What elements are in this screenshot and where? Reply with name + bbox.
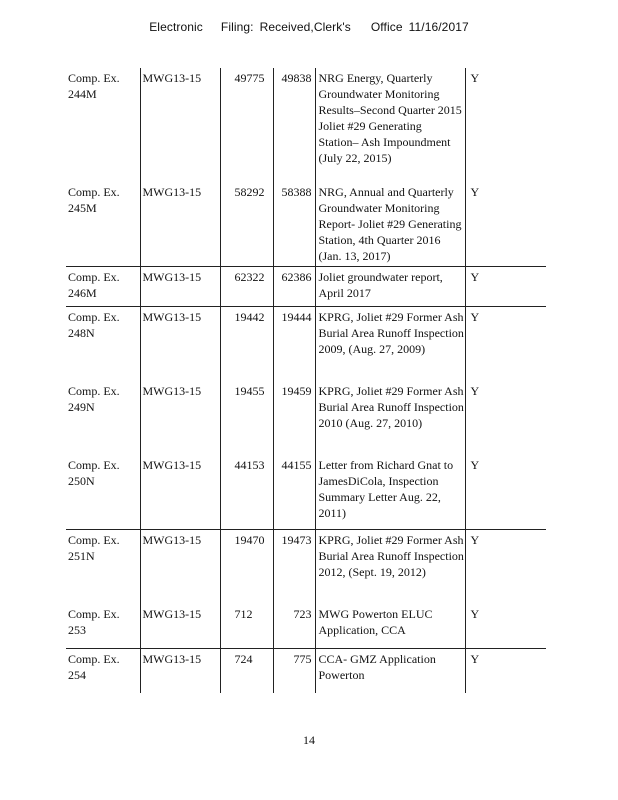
bates-start-cell: 62322: [220, 267, 273, 307]
bates-start-cell: 49775: [220, 68, 273, 182]
exhibit-label: Comp. Ex.: [68, 652, 120, 666]
bates-end-cell: 58388: [273, 182, 315, 267]
flag-cell: Y: [465, 68, 546, 182]
exhibit-id-cell: [66, 530, 140, 605]
table-row: [66, 381, 546, 455]
exhibit-number: 251N: [68, 549, 95, 563]
bates-end-cell: 44155: [273, 455, 315, 530]
exhibit-label: Comp. Ex.: [68, 270, 120, 284]
flag-cell: Y: [465, 455, 546, 530]
header-word-filing: Filing:: [220, 20, 254, 34]
flag-cell: Y: [465, 182, 546, 267]
bates-prefix-cell: MWG13-15: [140, 530, 220, 605]
exhibit-id-cell: [66, 68, 140, 182]
description-cell: Joliet groundwater report, April 2017: [315, 267, 465, 307]
page-number: 14: [303, 733, 315, 747]
exhibit-id-cell: [66, 604, 140, 649]
bates-end-cell: 19473: [273, 530, 315, 605]
exhibit-label: Comp. Ex.: [68, 607, 120, 621]
exhibit-number: 246M: [68, 286, 97, 300]
exhibit-label: Comp. Ex.: [68, 71, 120, 85]
description-cell: NRG Energy, Quarterly Groundwater Monitoring Results–Second Quarter 2015 Joliet #29 Generating Station– Ash Impoundment (July 22, 2015): [315, 68, 465, 182]
filing-stamp-header: [0, 20, 618, 34]
bates-prefix-cell: MWG13-15: [140, 604, 220, 649]
flag-cell: Y: [465, 267, 546, 307]
description-cell: CCA- GMZ Application Powerton: [315, 649, 465, 694]
bates-end-cell: 62386: [273, 267, 315, 307]
flag-cell: Y: [465, 649, 546, 694]
header-word-office: Office: [370, 20, 403, 34]
bates-prefix-cell: MWG13-15: [140, 267, 220, 307]
header-word-received-clerks: Received,Clerk's: [259, 20, 351, 34]
bates-prefix-cell: MWG13-15: [140, 68, 220, 182]
bates-start-cell: 44153: [220, 455, 273, 530]
exhibit-label: Comp. Ex.: [68, 458, 120, 472]
exhibit-id-cell: [66, 381, 140, 455]
exhibit-id-cell: [66, 307, 140, 382]
bates-start-cell: 724: [220, 649, 273, 694]
description-cell: KPRG, Joliet #29 Former Ash Burial Area Runoff Inspection 2012, (Sept. 19, 2012): [315, 530, 465, 605]
bates-prefix-cell: MWG13-15: [140, 307, 220, 382]
flag-cell: Y: [465, 381, 546, 455]
exhibit-number: 248N: [68, 326, 95, 340]
bates-end-cell: 723: [273, 604, 315, 649]
bates-prefix-cell: MWG13-15: [140, 381, 220, 455]
bates-end-cell: 775: [273, 649, 315, 694]
bates-end-cell: 19444: [273, 307, 315, 382]
table-row: [66, 649, 546, 694]
bates-prefix-cell: MWG13-15: [140, 649, 220, 694]
table-row: [66, 267, 546, 307]
bates-prefix-cell: MWG13-15: [140, 455, 220, 530]
table-row: [66, 68, 546, 182]
exhibit-number: 244M: [68, 87, 97, 101]
description-cell: KPRG, Joliet #29 Former Ash Burial Area Runoff Inspection 2010 (Aug. 27, 2010): [315, 381, 465, 455]
flag-cell: Y: [465, 604, 546, 649]
exhibit-id-cell: [66, 182, 140, 267]
exhibit-number: 253: [68, 623, 86, 637]
header-word-electronic: Electronic: [149, 20, 203, 34]
exhibit-number: 245M: [68, 201, 97, 215]
table-row: [66, 455, 546, 530]
exhibit-label: Comp. Ex.: [68, 384, 120, 398]
bates-prefix-cell: MWG13-15: [140, 182, 220, 267]
table-row: [66, 307, 546, 382]
description-cell: KPRG, Joliet #29 Former Ash Burial Area Runoff Inspection 2009, (Aug. 27, 2009): [315, 307, 465, 382]
bates-end-cell: 49838: [273, 68, 315, 182]
description-cell: MWG Powerton ELUC Application, CCA: [315, 604, 465, 649]
description-cell: Letter from Richard Gnat to JamesDiCola, Inspection Summary Letter Aug. 22, 2011): [315, 455, 465, 530]
exhibit-number: 254: [68, 668, 86, 682]
exhibit-number: 250N: [68, 474, 95, 488]
exhibit-label: Comp. Ex.: [68, 185, 120, 199]
table-row: [66, 182, 546, 267]
exhibit-label: Comp. Ex.: [68, 310, 120, 324]
exhibit-label: Comp. Ex.: [68, 533, 120, 547]
bates-start-cell: 19442: [220, 307, 273, 382]
exhibit-id-cell: [66, 267, 140, 307]
exhibit-table: [66, 68, 546, 693]
table-row: [66, 530, 546, 605]
flag-cell: Y: [465, 530, 546, 605]
bates-start-cell: 712: [220, 604, 273, 649]
description-cell: NRG, Annual and Quarterly Groundwater Monitoring Report- Joliet #29 Generating Station, 4th Quarter 2016 (Jan. 13, 2017): [315, 182, 465, 267]
flag-cell: Y: [465, 307, 546, 382]
bates-start-cell: 19455: [220, 381, 273, 455]
bates-start-cell: 19470: [220, 530, 273, 605]
exhibit-id-cell: [66, 455, 140, 530]
bates-start-cell: 58292: [220, 182, 273, 267]
exhibit-number: 249N: [68, 400, 95, 414]
bates-end-cell: 19459: [273, 381, 315, 455]
table-row: [66, 604, 546, 649]
header-date: 11/16/2017: [408, 20, 469, 34]
exhibit-id-cell: [66, 649, 140, 694]
